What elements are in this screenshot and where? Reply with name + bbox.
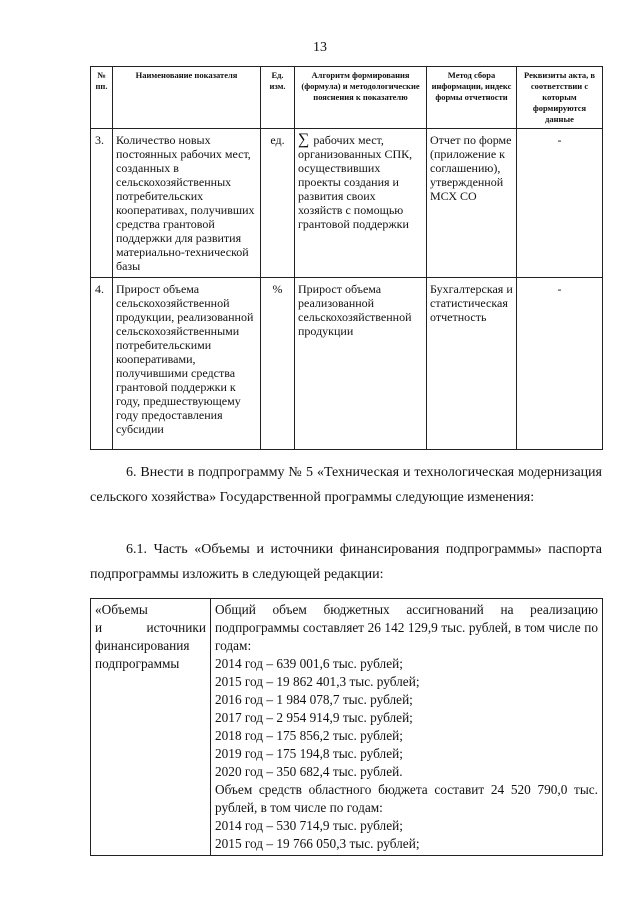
year-line: 2016 год – 1 984 078,7 тыс. рублей;	[215, 692, 413, 707]
row-name: Количество новых постоянных рабочих мест, созданных в сельскохозяйственных потребительских кооперативах, получивших средства грантовой поддержки для развития материально-технической базы	[113, 129, 261, 278]
financing-row	[91, 599, 603, 856]
row-algorithm	[295, 129, 427, 278]
year-line: 2014 год – 530 714,9 тыс. рублей;	[215, 818, 403, 833]
row-algorithm: Прирост объема реализованной сельскохозяйственной продукции	[295, 278, 427, 450]
row-num: 3.	[91, 129, 113, 278]
table-row	[91, 278, 603, 450]
financing-table	[90, 598, 603, 856]
row-name: Прирост объема сельскохозяйственной продукции, реализованной сельскохозяйственными потребительскими кооперативами, получившими средства грантовой поддержки к году, предшествующему году предоставления субсидии	[113, 278, 261, 450]
paragraph-6: 6. Внести в подпрограмму № 5 «Техническая и технологическая модернизация сельского хозяйства» Государственной программы следующие изменения:	[90, 465, 602, 505]
header-requisites: Реквизиты акта, в соответствии с которым формируются данные	[517, 67, 603, 129]
label-line: «Объемы	[95, 602, 148, 617]
header-method: Метод сбора информации, индекс формы отчетности	[427, 67, 517, 129]
row-method: Отчет по форме (приложение к соглашению), утвержденной МСХ СО	[427, 129, 517, 278]
header-unit: Ед. изм.	[261, 67, 295, 129]
paragraph-6-1: 6.1. Часть «Объемы и источники финансирования подпрограммы» паспорта подпрограммы изложить в следующей редакции:	[90, 542, 602, 582]
row-algorithm-text: рабочих мест, организованных СПК, осуществивших проекты создания и развития своих хозяйств с помощью грантовой поддержки	[298, 133, 413, 231]
table-row	[91, 129, 603, 278]
year-line: 2014 год – 639 001,6 тыс. рублей;	[215, 656, 403, 671]
year-line: 2015 год – 19 766 050,3 тыс. рублей;	[215, 836, 420, 851]
row-requisites: -	[517, 129, 603, 278]
header-name: Наименование показателя	[113, 67, 261, 129]
label-line: финансирования	[95, 638, 190, 653]
financing-label-cell	[91, 599, 211, 856]
indicators-table	[90, 66, 603, 450]
year-line: 2017 год – 2 954 914,9 тыс. рублей;	[215, 710, 413, 725]
row-unit: %	[261, 278, 295, 450]
financing-content-cell	[211, 599, 603, 856]
regional-intro: Объем средств областного бюджета составит 24 520 790,0 тыс. рублей, в том числе по годам:	[215, 782, 598, 815]
label-line: подпрограммы	[95, 656, 180, 671]
header-num: № пп.	[91, 67, 113, 129]
year-line: 2020 год – 350 682,4 тыс. рублей.	[215, 764, 403, 779]
row-num: 4.	[91, 278, 113, 450]
year-line: 2015 год – 19 862 401,3 тыс. рублей;	[215, 674, 420, 689]
financing-intro: Общий объем бюджетных ассигнований на реализацию подпрограммы составляет 26 142 129,9 тыс. рублей, в том числе по годам:	[215, 602, 598, 653]
year-line: 2018 год – 175 856,2 тыс. рублей;	[215, 728, 403, 743]
row-requisites: -	[517, 278, 603, 450]
row-method: Бухгалтерская и статистическая отчетность	[427, 278, 517, 450]
sum-symbol: ∑	[298, 131, 310, 148]
label-line: и источники	[95, 620, 206, 635]
row-unit: ед.	[261, 129, 295, 278]
header-algorithm: Алгоритм формирования (формула) и методологические пояснения к показателю	[295, 67, 427, 129]
page-number: 13	[313, 40, 327, 55]
indicators-header-row	[91, 67, 603, 129]
year-line: 2019 год – 175 194,8 тыс. рублей;	[215, 746, 403, 761]
